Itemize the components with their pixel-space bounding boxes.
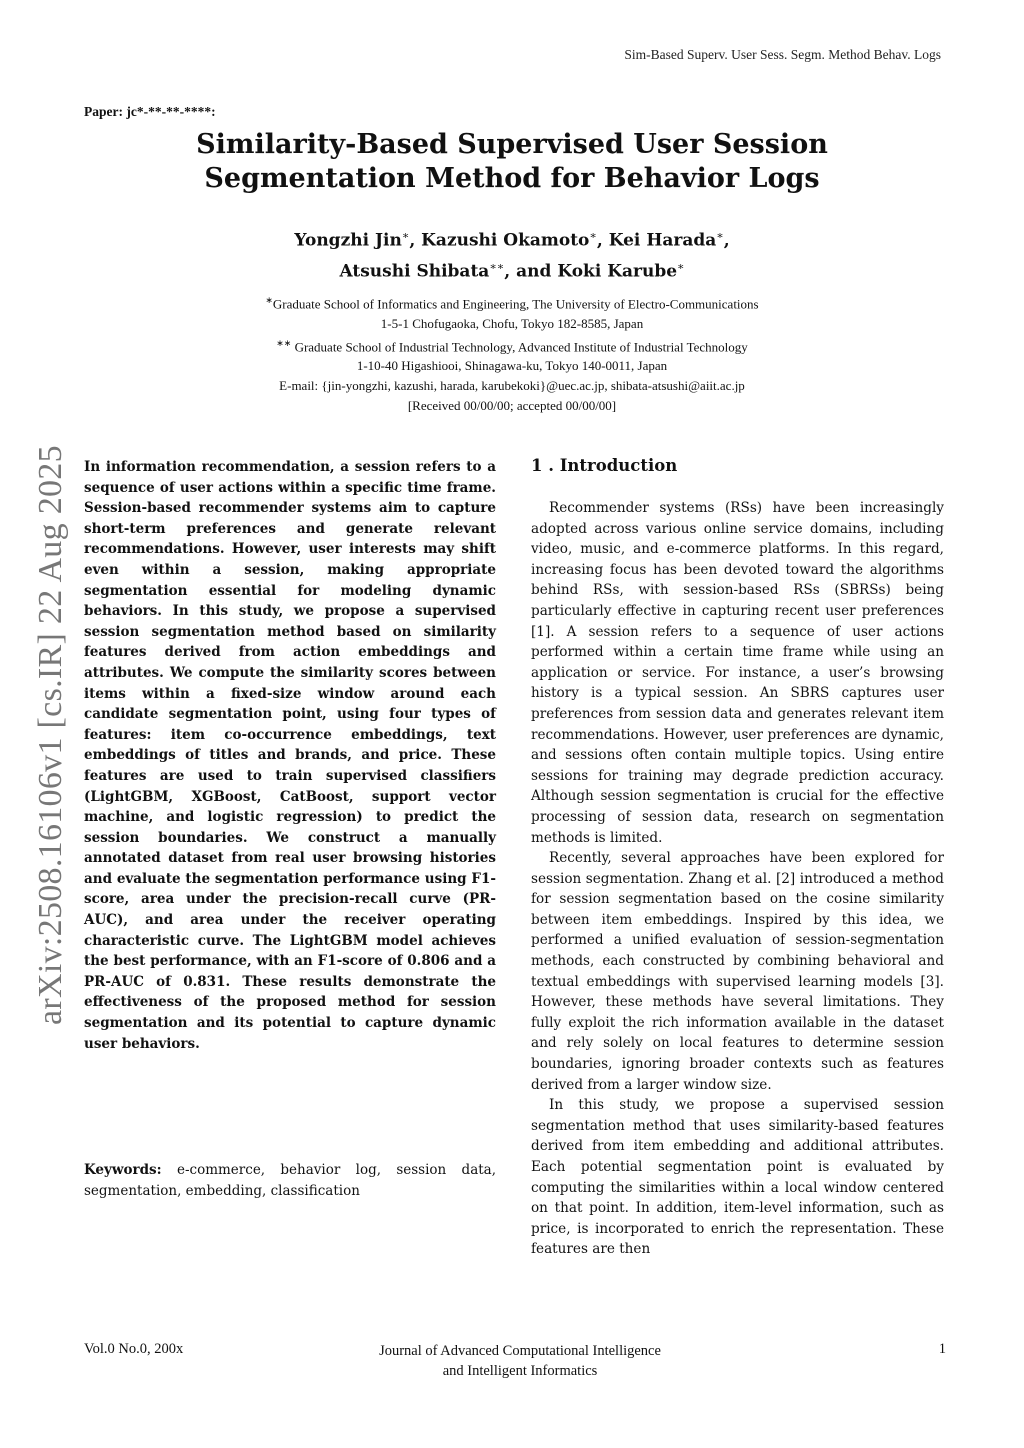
footer-journal-line-1: Journal of Advanced Computational Intelligence <box>379 1343 661 1359</box>
footer-journal <box>300 1341 740 1381</box>
affiliation-1: ∗Graduate School of Informatics and Engineering, The University of Electro-Communications <box>265 295 759 312</box>
page-number: 1 <box>938 1341 946 1357</box>
affiliation-2: ∗∗ Graduate School of Industrial Technology, Advanced Institute of Industrial Technology <box>276 337 748 354</box>
introduction-body <box>531 498 944 1260</box>
email-line: E-mail: {jin-yongzhi, kazushi, harada, karubekoki}@uec.ac.jp, shibata-atsushi@aiit.ac.jp <box>279 378 745 394</box>
author-name: Kei Harada <box>608 230 717 251</box>
author-name: Kazushi Okamoto <box>421 230 590 251</box>
author-name: Atsushi Shibata <box>339 261 490 282</box>
keywords <box>84 1160 496 1201</box>
title-line-1: Similarity-Based Supervised User Session <box>196 129 828 160</box>
abstract: In information recommendation, a session refers to a sequence of user actions within a specific time frame. Session-based recommender systems aim to capture short-term preferences and generate relevant recommendations. However, user interests may shift even within a session, making appropriate segmentation essential for modeling dynamic behaviors. In this study, we propose a supervised session segmentation method based on similarity features derived from action embeddings and attributes. We compute the similarity scores between items within a fixed-size window around each candidate segmentation point, using four types of features: item co-occurrence embeddings, text embeddings of titles and brands, and price. These features are used to train supervised classifiers (LightGBM, XGBoost, CatBoost, support vector machine, and logistic regression) to predict the session boundaries. We construct a manually annotated dataset from real user browsing histories and evaluate the segmentation performance using F1-score, area under the precision-recall curve (PR-AUC), and area under the receiver operating characteristic curve. The LightGBM model achieves the best performance, with an F1-score of 0.806 and a PR-AUC of 0.831. These results demonstrate the effectiveness of the proposed method for session segmentation and its potential to capture dynamic user behaviors. <box>84 459 496 1052</box>
section-heading-introduction: 1 . Introduction <box>531 456 678 475</box>
keywords-text: e-commerce, behavior log, session data, segmentation, embedding, classification <box>84 1162 497 1199</box>
intro-paragraph: Recommender systems (RSs) have been increasingly adopted across various online service domains, including video, music, and e-commerce platforms. In this regard, increasing focus has been devoted toward the algorithms behind RSs, with session-based RSs (SBRSs) being particularly effective in capturing recent user preferences [1]. A session refers to a sequence of user actions performed within a certain time frame while using an application or service. For instance, a user’s browsing history is a typical session. An SBRS captures user preferences from session data and generates relevant item recommendations. However, user preferences are dynamic, and sessions often contain multiple topics. Using entire sessions for training may degrade prediction accuracy. Although session segmentation is crucial for the effective processing of session data, research on segmentation methods is limited. <box>531 500 944 846</box>
author-conjunction: , and <box>504 261 558 282</box>
affiliation-mark: ∗ <box>716 229 724 242</box>
author-separator: , <box>409 230 422 251</box>
author-list <box>100 223 924 284</box>
title-line-2: Segmentation Method for Behavior Logs <box>204 163 820 194</box>
affiliations <box>100 291 924 415</box>
intro-paragraph: In this study, we propose a supervised session segmentation method that uses similarity-based features derived from item embedding and additional attributes. Each potential segmentation point is evaluated by computing the similarities within a local window centered on that point. In addition, item-level information, such as price, is incorporated to enrich the representation. These features are then <box>531 1097 944 1258</box>
affiliation-1-address: 1-5-1 Chofugaoka, Chofu, Tokyo 182-8585, Japan <box>380 315 644 331</box>
author-name: Yongzhi Jin <box>294 230 402 251</box>
received-date: [Received 00/00/00; accepted 00/00/00] <box>407 397 617 413</box>
author-separator: , <box>723 230 730 251</box>
affiliation-mark: ∗ <box>401 229 410 242</box>
author-name: Koki Karube <box>557 261 678 282</box>
footer-volume: Vol.0 No.0, 200x <box>84 1341 184 1357</box>
author-separator: , <box>596 230 609 251</box>
affiliation-2-address: 1-10-40 Higashiooi, Shinagawa-ku, Tokyo 140-0011, Japan <box>356 358 668 374</box>
arxiv-stamp: arXiv:2508.16106v1 [cs.IR] 22 Aug 2025 <box>32 445 69 1025</box>
affiliation-mark: ∗∗ <box>276 337 292 348</box>
affiliation-mark: ∗ <box>265 295 273 305</box>
affiliation-mark: ∗∗ <box>489 259 505 273</box>
footer-journal-line-2: and Intelligent Informatics <box>442 1363 598 1379</box>
affiliation-mark: ∗ <box>677 259 685 273</box>
paper-title <box>100 128 924 196</box>
running-head: Sim-Based Superv. User Sess. Segm. Method Behav. Logs <box>624 47 941 62</box>
affiliation-mark: ∗ <box>589 229 597 242</box>
intro-paragraph: Recently, several approaches have been explored for session segmentation. Zhang et al. [2] introduced a method for session segmentation based on the cosine similarity between item embeddings. Inspired by this idea, we performed a unified evaluation of session-segmentation methods, each constructed by combining behavioral and textual embeddings with supervised learning models [3]. However, these methods have several limitations. They fully exploit the rich information available in the dataset and rely solely on local features to determine session boundaries, ignoring broader contexts such as features derived from a larger window size. <box>531 850 944 1093</box>
paper-id: Paper: jc*-**-**-****: <box>84 104 216 119</box>
keywords-label: Keywords: <box>84 1162 162 1178</box>
